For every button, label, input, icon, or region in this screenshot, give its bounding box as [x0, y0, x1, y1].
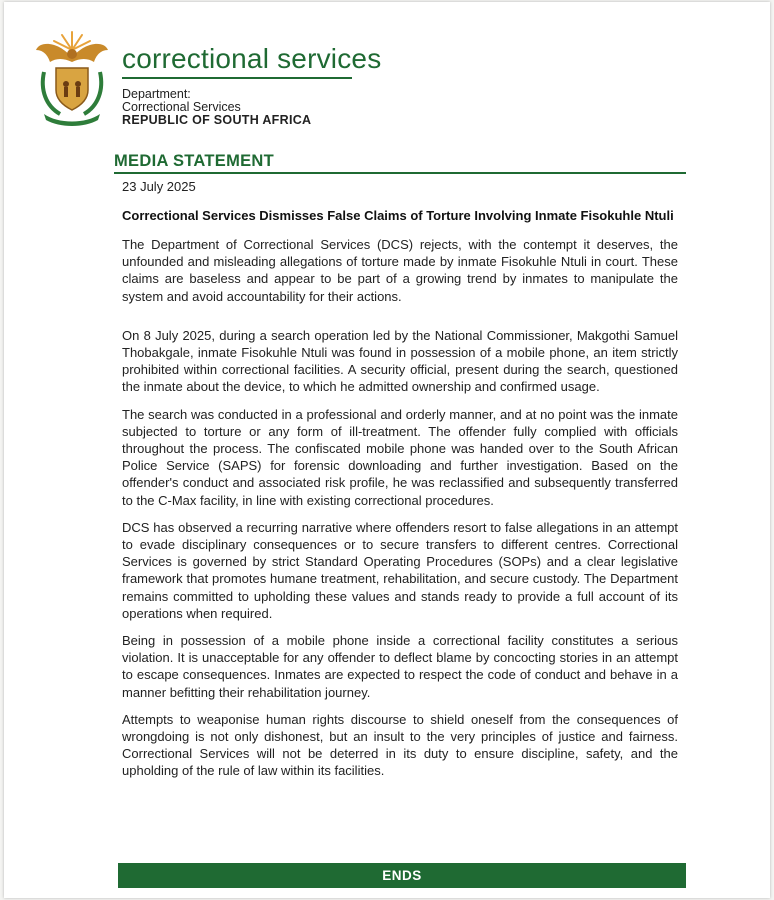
brand-divider	[122, 77, 352, 79]
paragraph: DCS has observed a recurring narrative where offenders resort to false allegations in an attempt to evade disciplinary consequences or to secure transfers to different centres. Correctional Services is governed by strict Standard Operating Procedures (SOPs) and a clear legislative framework that promotes humane treatment, rehabilitation, and secure custody. The Department remains committed to upholding these values and stands ready to provide a full account of its operations when required.	[122, 519, 678, 621]
brand-title: correctional services	[122, 43, 382, 74]
paragraph: Attempts to weaponise human rights discourse to shield oneself from the consequences of wrongdoing is not only dishonest, but an insult to the very principles of justice and fairness. Correctional Services will not be deterred in its duty to ensure discipline, safety, and the upholding of the rule of law within its facilities.	[122, 711, 678, 779]
paragraph: Being in possession of a mobile phone inside a correctional facility constitutes a serious violation. It is unacceptable for any offender to deflect blame by concocting stories in an attempt to escape consequences. Inmates are expected to respect the code of conduct and behave in a manner befitting their rehabilitation journey.	[122, 633, 678, 700]
document-page	[4, 2, 770, 898]
brand-block	[122, 42, 382, 127]
statement-date: 23 July 2025	[122, 179, 196, 194]
country-name: REPUBLIC OF SOUTH AFRICA	[122, 113, 312, 127]
statement-headline: Correctional Services Dismisses False Claims of Torture Involving Inmate Fisokuhle Ntuli	[122, 208, 674, 223]
paragraph: The Department of Correctional Services (DCS) rejects, with the contempt it deserves, the unfounded and misleading allegations of torture made by inmate Fisokuhle Ntuli in court. These claims are baseless and appear to be part of a growing trend by inmates to manipulate the system and avoid accountability for their actions.	[122, 237, 678, 304]
department-lines	[122, 88, 362, 127]
department-name: Correctional Services	[122, 100, 241, 114]
statement-body	[122, 236, 678, 790]
department-label: Department:	[122, 87, 191, 101]
ends-banner: ENDS	[118, 863, 686, 888]
coat-of-arms-icon	[30, 28, 114, 132]
media-statement-divider	[114, 172, 686, 174]
media-statement-title: MEDIA STATEMENT	[114, 152, 275, 170]
paragraph: The search was conducted in a professional and orderly manner, and at no point was the inmate subjected to torture or any form of ill-treatment. The offender fully complied with officials throughout the process. The confiscated mobile phone was handed over to the South African Police Service (SAPS) for forensic downloading and further investigation. Based on the offender's conduct and associated risk profile, he was reclassified and subsequently transferred to the C-Max facility, in line with existing correctional procedures.	[122, 406, 678, 508]
paragraph: On 8 July 2025, during a search operation led by the National Commissioner, Makgothi Samuel Thobakgale, inmate Fisokuhle Ntuli was found in possession of a mobile phone, an item strictly prohibited within correctional facilities. A security official, present during the search, questioned the inmate about the device, to which he admitted ownership and confirmed usage.	[122, 327, 678, 395]
